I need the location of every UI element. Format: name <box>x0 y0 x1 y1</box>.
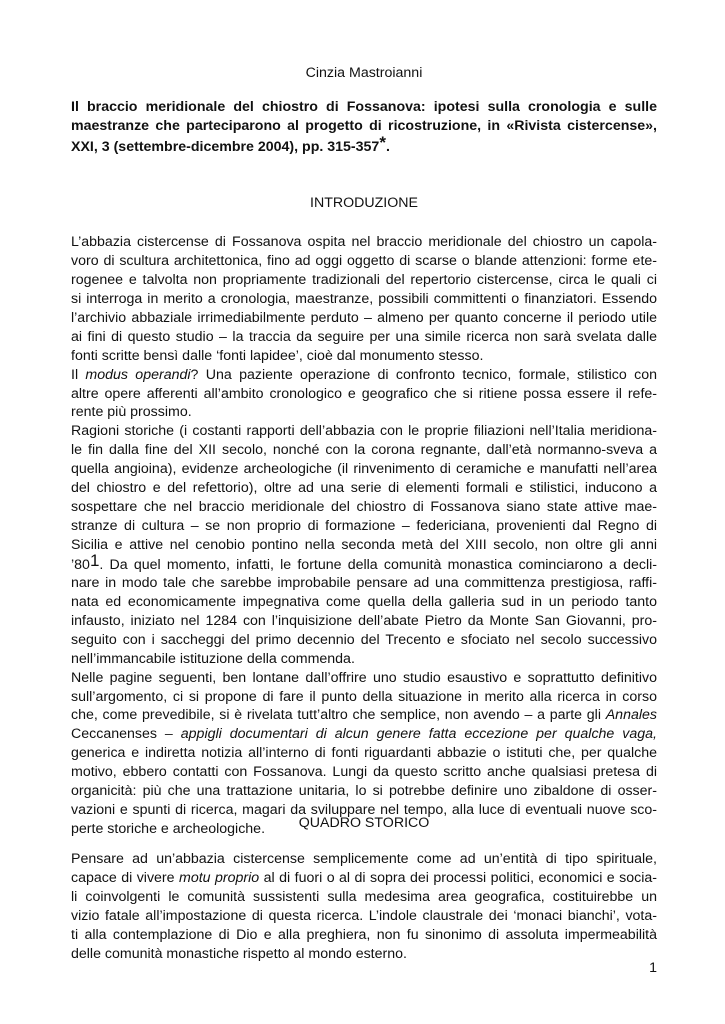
text-line <box>71 290 657 309</box>
text-line <box>71 688 657 707</box>
text-line <box>71 479 657 498</box>
text-segment: infausto, iniziato nel 1284 con l’inquisizione dell’abate Pietro da Monte San Giovanni, pro- <box>71 612 657 629</box>
text-segment: . Da quel momento, infatti, le fortune della comunità monastica cominciarono a decli- <box>99 556 657 573</box>
text-line <box>71 593 657 612</box>
text-segment: fonti scritte bensì dalle ‘fonti lapidee’, cioè dal monumento stesso. <box>71 347 484 364</box>
author-name: Cinzia Mastroianni <box>305 65 423 81</box>
text-segment: perte storiche e archeologiche. <box>71 821 266 838</box>
text-segment: vazioni e spunti di ricerca, magari da sviluppare nel tempo, alla luce di eventuali nuove sco- <box>71 802 657 819</box>
text-line <box>71 763 657 782</box>
footnote-ref[interactable]: 1 <box>89 550 100 570</box>
text-line <box>71 907 657 926</box>
section-heading-quadro-storico: QUADRO STORICO <box>298 815 430 831</box>
text-segment: seguito con i saccheggi del primo decennio del Trecento e sfociato nel secolo successivo <box>71 631 657 648</box>
text-line <box>71 669 657 688</box>
text-segment: l’archivio abbaziale irrimediabilmente perduto – almeno per quanto concerne il periodo utile <box>71 309 657 326</box>
text-segment: ai fini di questo studio – la traccia da seguire per una simile ricerca non sarà svelata dalle <box>71 328 657 345</box>
italic-term: Annales <box>605 707 657 724</box>
text-line <box>71 328 657 347</box>
text-segment: sospettare che nel braccio meridionale del chiostro di Fossanova siano state attive mae- <box>71 499 657 516</box>
text-line <box>71 725 657 744</box>
page-number: 1 <box>649 960 657 976</box>
text-line <box>71 366 657 385</box>
text-line <box>71 517 657 536</box>
text-line <box>71 612 657 631</box>
text-segment: che, come prevedibile, si è rivelata tutt’altro che semplice, non avendo – a parte gli <box>71 707 606 724</box>
text-segment: motivo, ebbero contatti con Fossanova. Lungi da questo scritto anche qualsiasi pretesa di <box>71 764 657 781</box>
text-segment: Sicilia e attive nel cenobio pontino nella seconda metà del XIII secolo, non oltre gli anni <box>71 537 657 553</box>
title-line: maestranze che parteciparono al progetto di ricostruzione, in «Rivista cistercense», <box>71 117 657 134</box>
text-segment: Il <box>71 366 86 383</box>
text-line <box>71 782 657 801</box>
text-line <box>71 498 657 517</box>
title-line: XXI, 3 (settembre-dicembre 2004), pp. 315-357*. <box>71 132 390 155</box>
text-segment: sull’argomento, ci si propone di fare il punto della situazione in merito alla ricerca in corso <box>71 688 657 705</box>
text-line <box>71 460 657 479</box>
text-line <box>71 926 657 945</box>
text-segment: altre opere afferenti all’ambito cronologico e geografico che si ritiene possa essere il refe- <box>71 385 657 402</box>
text-line <box>71 403 657 422</box>
text-line <box>71 385 657 404</box>
text-segment: Ceccanenses <box>71 726 157 743</box>
text-segment: generica e indiretta notizia all’interno di fonti riguardanti abbazie o istituti che, per qualche <box>71 745 657 762</box>
text-line <box>71 945 657 964</box>
text-line <box>71 271 657 290</box>
text-line <box>71 550 657 574</box>
text-segment: nell’immancabile istituzione della commenda. <box>71 650 355 667</box>
title-line: Il braccio meridionale del chiostro di Fossanova: ipotesi sulla cronologia e sulle <box>71 99 657 115</box>
text-segment: Pensare ad un’abbazia cistercense semplicemente come ad un’entità di tipo spirituale, <box>71 851 657 867</box>
text-segment: capace di vivere <box>71 869 180 886</box>
section-body-quadro-storico <box>71 850 657 964</box>
text-segment: Nelle pagine seguenti, ben lontane dall’offrire uno studio esaustivo e soprattutto definitivo <box>71 669 657 686</box>
text-segment: del chiostro e del refettorio), oltre ad una serie di elementi formali e stilistici, inducono a <box>71 480 657 497</box>
section-heading-introduzione: INTRODUZIONE <box>310 195 418 211</box>
text-segment: rogenee e talvolta non propriamente tradizionali del repertorio cistercense, circa le quali ci <box>71 271 657 288</box>
text-segment: ti alla contemplazione di Dio e alla preghiera, non fu sinonimo di assoluta impermeabilità <box>71 926 657 943</box>
text-line <box>71 252 657 271</box>
text-line <box>71 233 657 252</box>
text-line <box>71 441 657 460</box>
italic-term: motu proprio <box>179 869 260 886</box>
italic-term: – appigli documentari di alcun genere fatta eccezione per qualche vaga, <box>156 726 657 743</box>
text-segment: le fin dalla fine del XII secolo, nonché con la corona regnante, dall’età normanno-sveva a <box>71 442 657 459</box>
section-body-introduzione <box>71 233 657 839</box>
text-line <box>71 744 657 763</box>
text-line <box>71 869 657 888</box>
text-segment: li coinvolgenti le comunità sussistenti sulla medesima area geografica, costituirebbe un <box>71 888 657 905</box>
text-segment: nata ed economicamente impegnativa come quella della galleria sud in un periodo tanto <box>71 593 657 610</box>
text-line <box>71 706 657 725</box>
text-segment: delle comunità monastiche rispetto al mondo esterno. <box>71 945 407 962</box>
article-title <box>71 98 657 156</box>
text-segment: nare in modo tale che sarebbe improbabile pensare ad una committenza prestigiosa, raffi- <box>71 574 657 591</box>
italic-term: modus operandi <box>85 366 191 383</box>
text-line <box>71 347 657 366</box>
text-line <box>71 536 657 555</box>
text-segment: voro di scultura architettonica, fino ad oggi oggetto di scarse o blande attenzioni: forme ete- <box>71 252 657 269</box>
text-segment: organicità: più che una trattazione unitaria, lo si potrebbe definire uno zibaldone di osser- <box>71 783 657 800</box>
text-line <box>71 422 657 441</box>
title-footnote-mark[interactable]: * <box>379 132 386 152</box>
text-segment: ’80 <box>71 556 90 573</box>
text-segment: al di fuori o al di sopra dei processi politici, economici e socia- <box>259 869 657 886</box>
text-segment: rente più prossimo. <box>71 404 192 421</box>
text-line <box>71 650 657 669</box>
text-segment: ? Una paziente operazione di confronto tecnico, formale, stilistico con <box>190 366 657 383</box>
text-line <box>71 309 657 328</box>
text-line <box>71 888 657 907</box>
text-segment: stranze di cultura – se non proprio di formazione – federiciana, provenienti dal Regno di <box>71 518 657 535</box>
text-segment: Ragioni storiche (i costanti rapporti dell’abbazia con le proprie filiazioni nell’Italia meridiona- <box>71 423 657 440</box>
text-line <box>71 574 657 593</box>
text-segment: L’abbazia cistercense di Fossanova ospita nel braccio meridionale del chiostro un capola- <box>71 234 657 250</box>
text-segment: vizio fatale all’impostazione di questa ricerca. L’indole claustrale dei ‘monaci bianchi’, vota- <box>71 907 657 924</box>
text-segment: si interroga in merito a cronologia, maestranze, possibili committenti o finanziatori. Essendo <box>71 290 657 307</box>
text-segment: quella angioina), evidenze archeologiche (il rinvenimento di ceramiche e manufatti nell’area <box>71 461 657 478</box>
text-line <box>71 850 657 869</box>
text-line <box>71 631 657 650</box>
